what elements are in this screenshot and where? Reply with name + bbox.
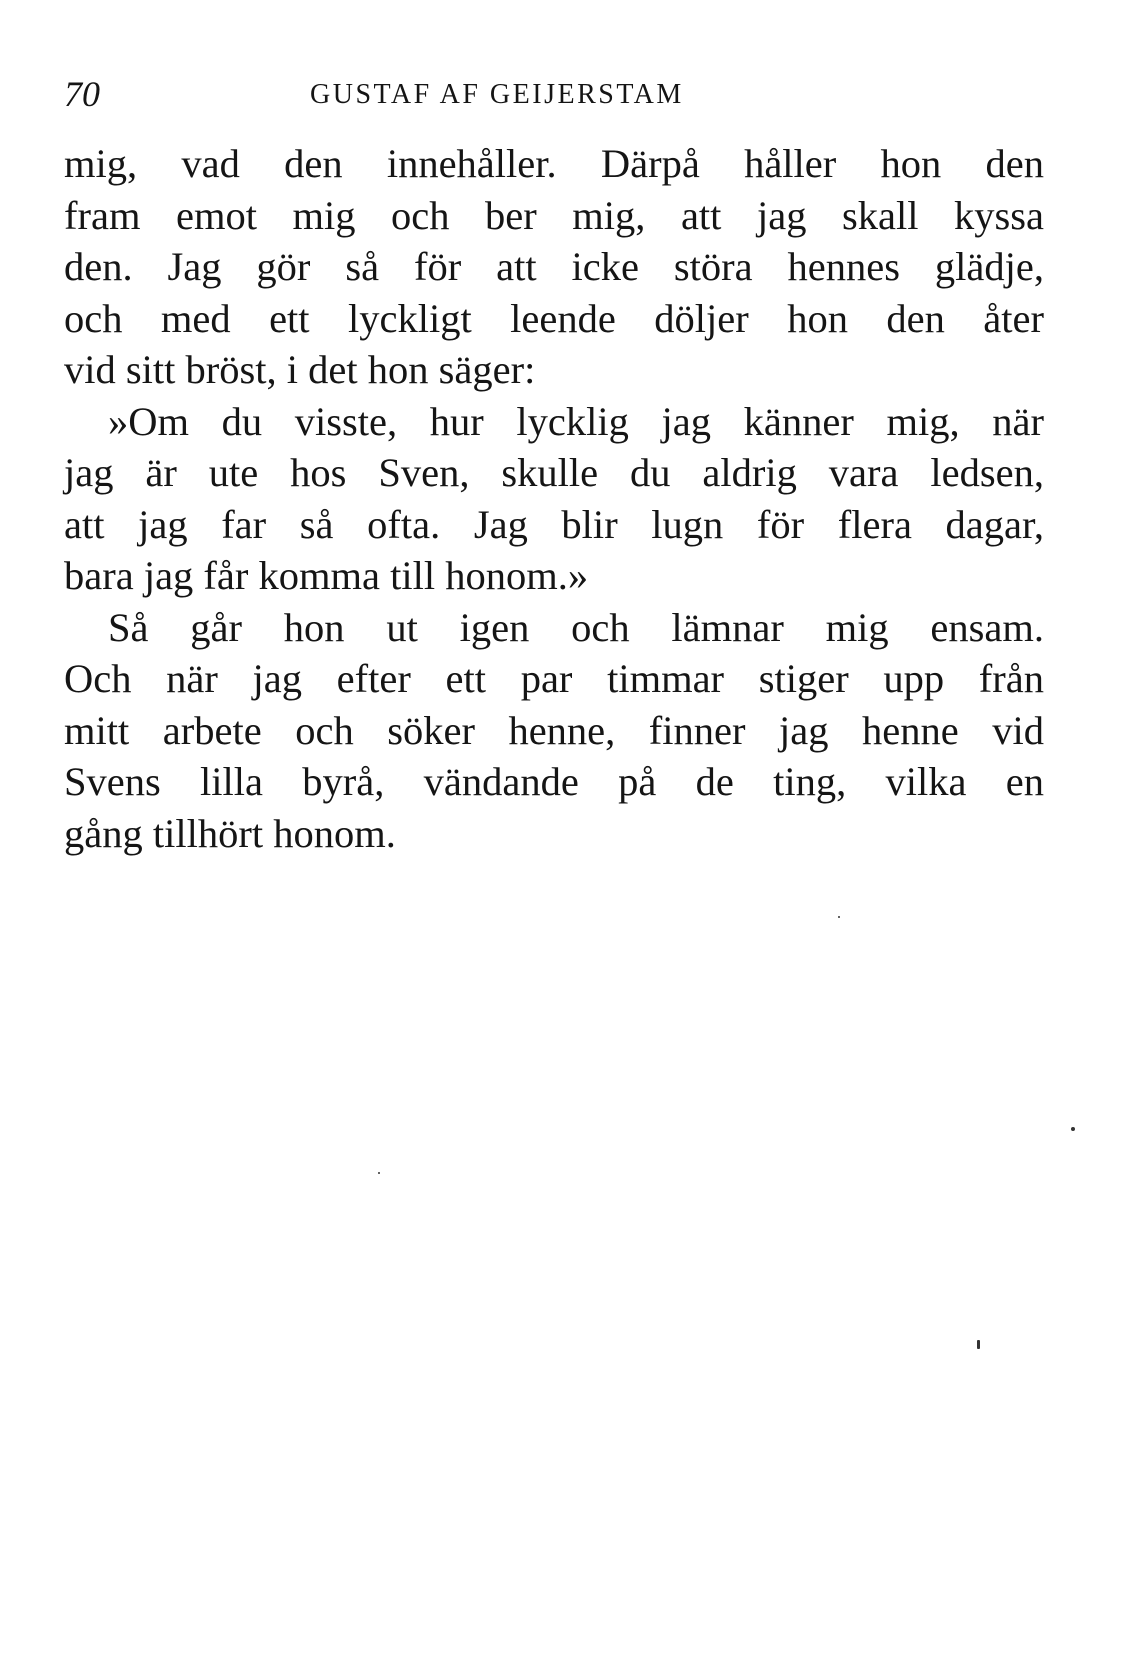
text-line: den. Jag gör så för att icke störa hennes glädje,	[64, 244, 1044, 289]
text-line: fram emot mig och ber mig, att jag skall kyssa	[64, 192, 1044, 238]
running-title: GUSTAF AF GEIJERSTAM	[310, 79, 684, 110]
text-line: Så går hon ut igen och lämnar mig ensam.	[108, 604, 1044, 650]
scan-speck	[838, 916, 840, 918]
body-text	[64, 138, 1044, 859]
text-line: Svens lilla byrå, vändande på de ting, vilka en	[64, 759, 1044, 804]
text-line: att jag far så ofta. Jag blir lugn för flera dagar,	[64, 501, 1044, 547]
scan-speck	[378, 1172, 380, 1174]
text-line: »Om du visste, hur lycklig jag känner mig, när	[108, 398, 1044, 444]
text-line: Och när jag efter ett par timmar stiger upp från	[64, 656, 1044, 701]
scan-speck	[977, 1340, 980, 1349]
text-line: och med ett lyckligt leende döljer hon den åter	[64, 295, 1044, 341]
text-line: mitt arbete och söker henne, finner jag henne vid	[64, 707, 1044, 753]
page-number: 70	[64, 74, 100, 114]
scan-speck	[1071, 1127, 1075, 1131]
text-line: jag är ute hos Sven, skulle du aldrig vara ledsen,	[64, 450, 1044, 495]
text-line: bara jag får komma till honom.»	[64, 553, 589, 598]
text-line: vid sitt bröst, i det hon säger:	[64, 347, 536, 392]
running-head	[64, 74, 1044, 114]
text-line: gång tillhört honom.	[64, 810, 396, 856]
text-line: mig, vad den innehåller. Därpå håller hon den	[64, 141, 1044, 186]
